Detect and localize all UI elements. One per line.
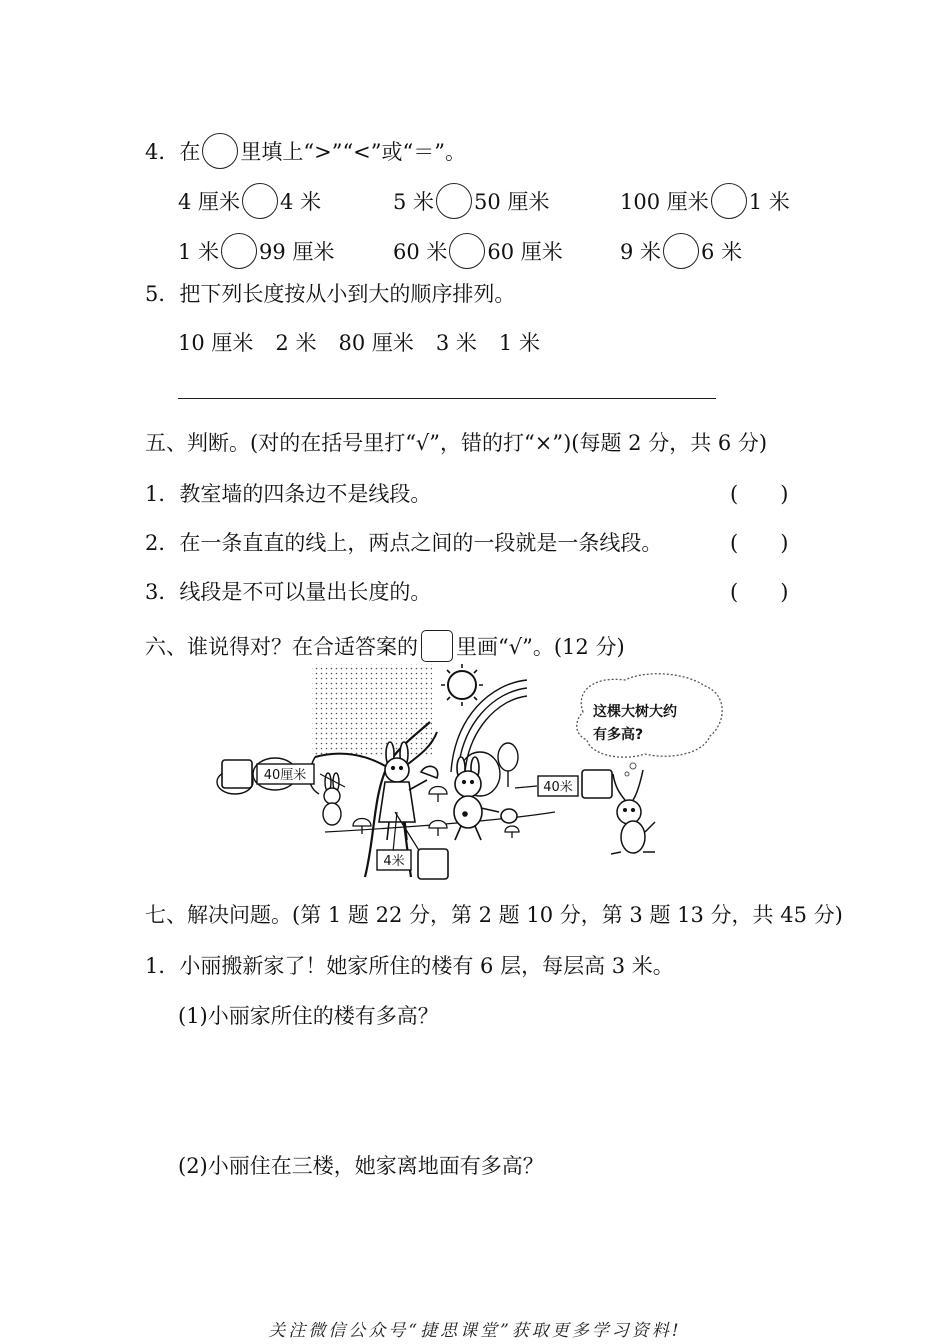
answer-paren[interactable]: ( ) xyxy=(730,482,789,506)
q4-item xyxy=(620,233,742,269)
q4-item-right: 1 米 xyxy=(748,190,790,214)
square-icon xyxy=(421,630,453,662)
q4-item-left: 4 厘米 xyxy=(178,190,241,214)
answer-circle[interactable] xyxy=(711,183,747,219)
answer-circle[interactable] xyxy=(221,233,257,269)
q4-item-left: 9 米 xyxy=(620,240,662,264)
tree-height-illustration xyxy=(215,662,735,884)
length-value: 3 米 xyxy=(435,331,477,355)
q4-item-right: 4 米 xyxy=(280,190,322,214)
foliage-texture xyxy=(312,664,432,756)
q4-item xyxy=(393,233,563,269)
q4-prompt-before: 4．在 xyxy=(145,140,201,164)
option-label: 40厘米 xyxy=(263,768,307,783)
sun-icon xyxy=(441,664,483,706)
q4-item xyxy=(178,233,334,269)
q4-item-left: 100 厘米 xyxy=(620,190,709,214)
section6-heading-before: 六、谁说得对？在合适答案的 xyxy=(145,635,418,659)
q4-prompt xyxy=(145,133,466,169)
section7-heading: 七、解决问题。(第 1 题 22 分，第 2 题 10 分，第 3 题 13 分，共 45 分) xyxy=(145,903,843,927)
length-value: 2 米 xyxy=(275,331,317,355)
answer-paren[interactable]: ( ) xyxy=(730,580,789,604)
answer-circle[interactable] xyxy=(242,183,278,219)
q4-item-right: 6 米 xyxy=(701,240,743,264)
option-label: 4米 xyxy=(383,854,405,869)
section6-heading-after: 里画“√”。(12 分) xyxy=(456,635,625,659)
answer-paren[interactable]: ( ) xyxy=(730,531,789,555)
q4-item-right: 60 厘米 xyxy=(487,240,563,264)
q4-item-left: 60 米 xyxy=(393,240,448,264)
length-value: 1 米 xyxy=(498,331,540,355)
judge-item: 2．在一条直直的线上，两点之间的一段就是一条线段。 xyxy=(145,531,663,555)
judge-item: 3．线段是不可以量出长度的。 xyxy=(145,580,432,604)
option-checkbox[interactable] xyxy=(222,760,252,788)
length-value: 10 厘米 xyxy=(178,331,254,355)
footer-note: 关注微信公众号“捷思课堂”获取更多学习资料! xyxy=(268,1321,682,1341)
q4-item xyxy=(178,183,321,219)
length-value: 80 厘米 xyxy=(338,331,414,355)
circle-icon xyxy=(202,133,238,169)
problem-1-sub-2: (2)小丽住在三楼，她家离地面有多高？ xyxy=(178,1154,544,1178)
speech-line: 有多高? xyxy=(593,727,644,743)
answer-line[interactable] xyxy=(178,398,716,399)
answer-circle[interactable] xyxy=(436,183,472,219)
problem-1-sub-1: (1)小丽家所住的楼有多高？ xyxy=(178,1004,439,1028)
q4-item xyxy=(393,183,549,219)
answer-circle[interactable] xyxy=(449,233,485,269)
rabbit-asking xyxy=(611,770,655,854)
q4-item-right: 50 厘米 xyxy=(474,190,550,214)
q4-item-left: 1 米 xyxy=(178,240,220,264)
speech-line: 这棵大树大约 xyxy=(593,704,677,720)
section6-heading xyxy=(145,630,625,662)
option-checkbox[interactable] xyxy=(582,770,612,798)
q5-values xyxy=(178,327,540,357)
q4-item xyxy=(620,183,790,219)
judge-item: 1．教室墙的四条边不是线段。 xyxy=(145,482,432,506)
problem-1: 1．小丽搬新家了！她家所住的楼有 6 层，每层高 3 米。 xyxy=(145,954,674,978)
q4-item-left: 5 米 xyxy=(393,190,435,214)
section5-heading: 五、判断。(对的在括号里打“√”，错的打“×”)(每题 2 分，共 6 分) xyxy=(145,431,768,455)
option-checkbox[interactable] xyxy=(418,849,448,879)
q4-prompt-after: 里填上“>”“<”或“＝”。 xyxy=(240,140,466,164)
answer-circle[interactable] xyxy=(663,233,699,269)
q5-prompt: 5．把下列长度按从小到大的顺序排列。 xyxy=(145,282,516,306)
option-label: 40米 xyxy=(543,780,573,795)
q4-item-right: 99 厘米 xyxy=(259,240,335,264)
